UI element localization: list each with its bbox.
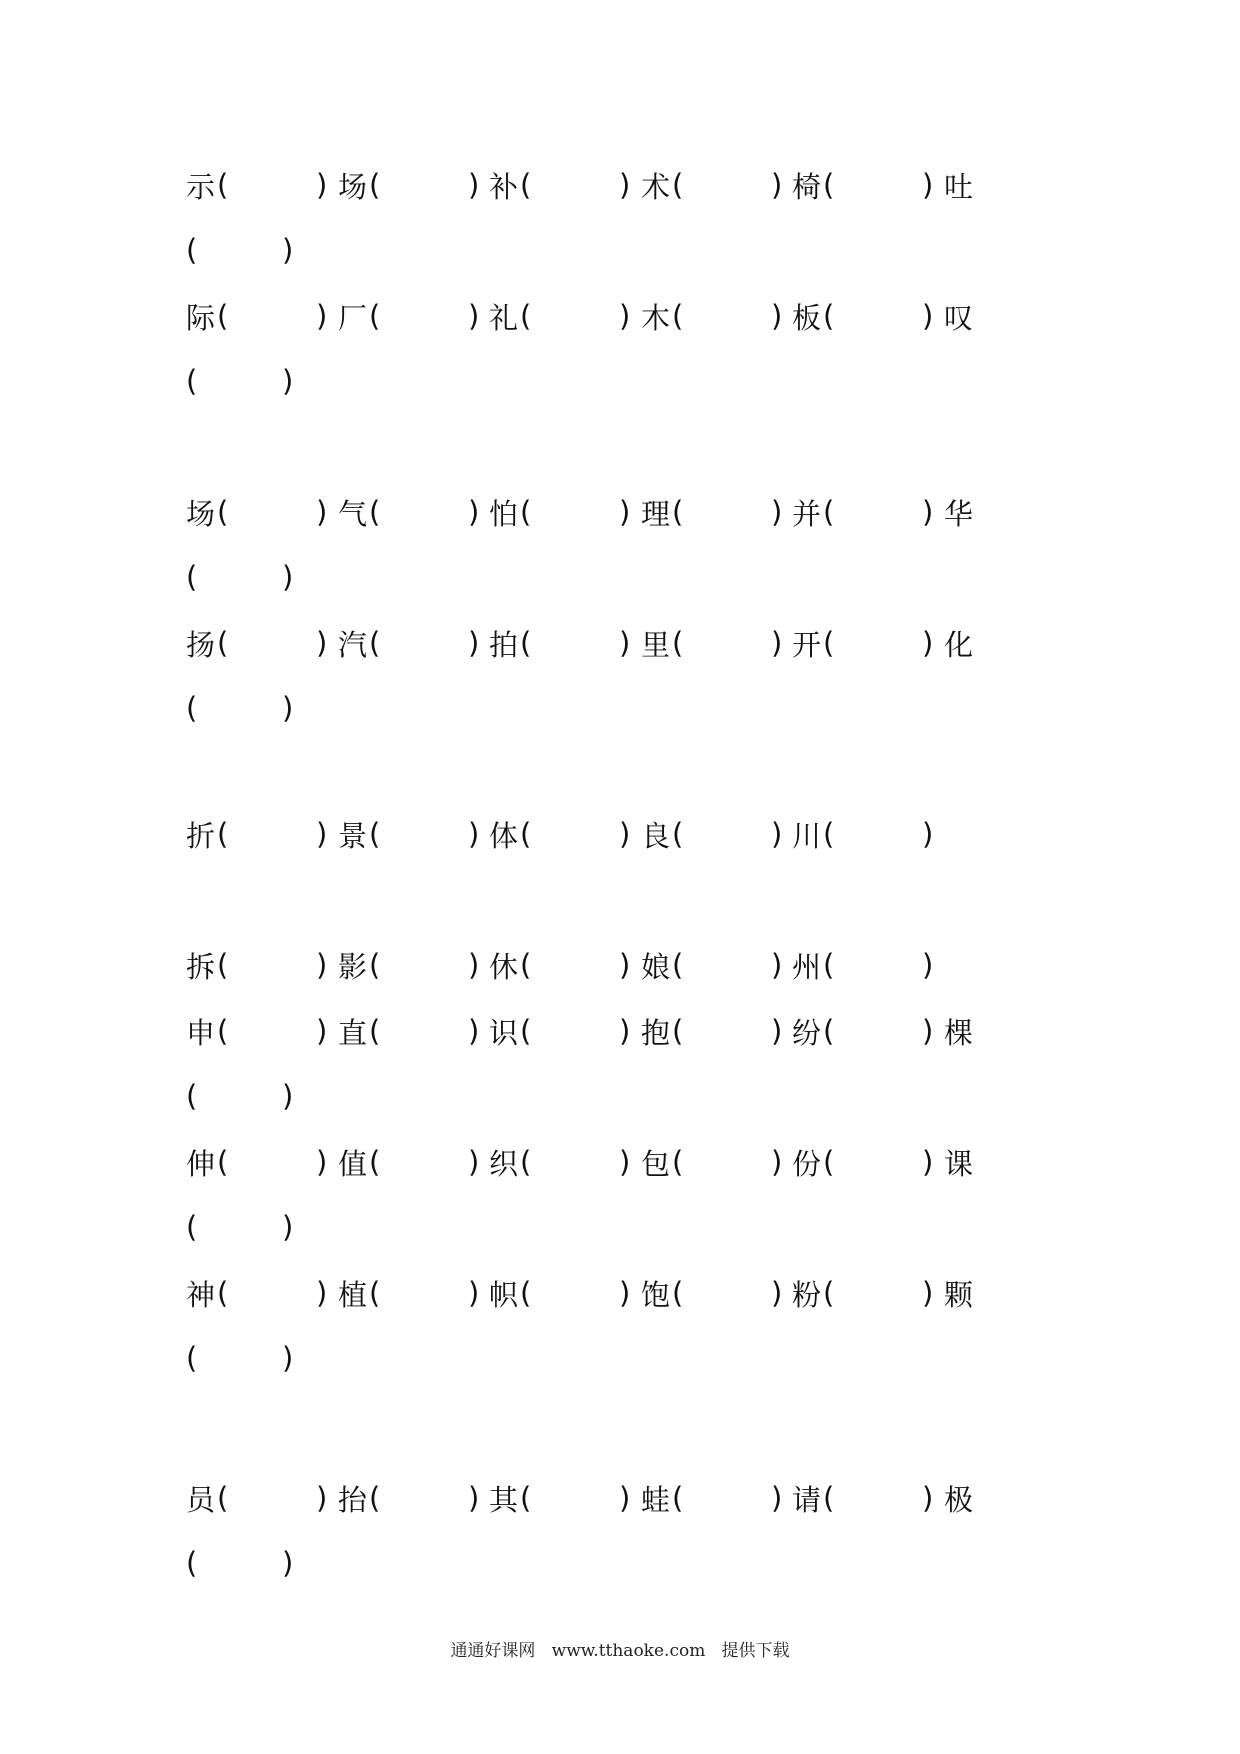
char-line-wrap [0, 228, 1240, 272]
bracket-close: ) [282, 560, 294, 594]
char-item [792, 1476, 834, 1520]
char-item [792, 1140, 834, 1184]
character: 景 [338, 818, 368, 853]
char-line-wrap [0, 1205, 1240, 1249]
bracket-open: ( [369, 1145, 381, 1179]
char-item [186, 943, 228, 987]
char-item [338, 490, 380, 534]
char-item [186, 812, 228, 856]
character: 员 [186, 1482, 216, 1517]
bracket-close: ) [922, 1145, 934, 1179]
bracket-close: ) [771, 817, 783, 851]
bracket-open: ( [369, 299, 381, 333]
char-item [792, 1271, 834, 1315]
bracket-open: ( [217, 495, 229, 529]
char-item [338, 812, 380, 856]
bracket-open: ( [217, 1481, 229, 1515]
character: 粉 [792, 1277, 822, 1312]
character: 申 [186, 1015, 216, 1050]
bracket-close: ) [282, 1079, 294, 1113]
bracket-open: ( [823, 817, 835, 851]
char-line [0, 621, 1240, 665]
bracket-close: ) [468, 495, 480, 529]
bracket-open: ( [186, 233, 198, 267]
bracket-close: ) [282, 691, 294, 725]
char-item [489, 1476, 531, 1520]
character: 厂 [338, 300, 368, 335]
character: 化 [944, 627, 974, 662]
char-item [792, 812, 834, 856]
char-item [641, 621, 683, 665]
char-item [944, 294, 973, 338]
bracket-close: ) [922, 495, 934, 529]
bracket-open: ( [520, 817, 532, 851]
bracket-open: ( [369, 1014, 381, 1048]
char-item [338, 943, 380, 987]
character: 识 [489, 1015, 519, 1050]
bracket-close: ) [619, 1145, 631, 1179]
char-item [489, 1009, 531, 1053]
bracket-close: ) [922, 817, 934, 851]
bracket-close: ) [922, 1014, 934, 1048]
bracket-open: ( [672, 817, 684, 851]
bracket-close: ) [771, 1145, 783, 1179]
bracket-open: ( [672, 299, 684, 333]
char-item [641, 1271, 683, 1315]
character: 吐 [944, 169, 974, 204]
character: 并 [792, 496, 822, 531]
character: 示 [186, 169, 216, 204]
bracket-close: ) [771, 495, 783, 529]
bracket-close: ) [282, 1210, 294, 1244]
char-line-wrap [0, 1336, 1240, 1380]
bracket-close: ) [316, 817, 328, 851]
char-item [641, 1009, 683, 1053]
bracket-close: ) [922, 948, 934, 982]
character: 椅 [792, 169, 822, 204]
character: 其 [489, 1482, 519, 1517]
char-item [641, 1476, 683, 1520]
bracket-close: ) [771, 626, 783, 660]
bracket-close: ) [922, 168, 934, 202]
char-item [641, 490, 683, 534]
char-item [792, 1009, 834, 1053]
character: 抬 [338, 1482, 368, 1517]
char-line [0, 1476, 1240, 1520]
bracket-close: ) [619, 299, 631, 333]
bracket-open: ( [823, 948, 835, 982]
bracket-open: ( [823, 1014, 835, 1048]
char-item [944, 1140, 973, 1184]
bracket-close: ) [468, 168, 480, 202]
char-item [338, 621, 380, 665]
bracket-open: ( [672, 626, 684, 660]
bracket-close: ) [468, 817, 480, 851]
bracket-open: ( [823, 168, 835, 202]
bracket-open: ( [672, 1481, 684, 1515]
bracket-close: ) [282, 1546, 294, 1580]
char-item [489, 490, 531, 534]
bracket-open: ( [520, 948, 532, 982]
character: 气 [338, 496, 368, 531]
bracket-open: ( [520, 168, 532, 202]
char-item [641, 812, 683, 856]
bracket-close: ) [468, 1014, 480, 1048]
bracket-open: ( [186, 1210, 198, 1244]
char-item [641, 294, 683, 338]
character: 良 [641, 818, 671, 853]
bracket-open: ( [217, 299, 229, 333]
char-item [944, 1271, 973, 1315]
char-item [489, 812, 531, 856]
character: 帜 [489, 1277, 519, 1312]
character: 开 [792, 627, 822, 662]
bracket-open: ( [520, 299, 532, 333]
bracket-open: ( [186, 1079, 198, 1113]
bracket-close: ) [922, 299, 934, 333]
bracket-open: ( [217, 168, 229, 202]
character: 神 [186, 1277, 216, 1312]
bracket-open: ( [520, 1276, 532, 1310]
character: 抱 [641, 1015, 671, 1050]
bracket-open: ( [186, 1341, 198, 1375]
char-item [944, 621, 973, 665]
character: 伸 [186, 1146, 216, 1181]
bracket-close: ) [619, 626, 631, 660]
bracket-close: ) [316, 1145, 328, 1179]
char-line [0, 812, 1240, 856]
char-line-wrap [0, 555, 1240, 599]
character: 拆 [186, 949, 216, 984]
char-item [489, 1271, 531, 1315]
bracket-close: ) [619, 168, 631, 202]
character: 扬 [186, 627, 216, 662]
bracket-close: ) [771, 1481, 783, 1515]
character: 场 [338, 169, 368, 204]
char-item [489, 294, 531, 338]
bracket-close: ) [468, 948, 480, 982]
bracket-open: ( [369, 495, 381, 529]
bracket-close: ) [619, 495, 631, 529]
character: 州 [792, 949, 822, 984]
character: 份 [792, 1146, 822, 1181]
bracket-open: ( [672, 1145, 684, 1179]
char-item [489, 621, 531, 665]
char-item [944, 490, 973, 534]
bracket-open: ( [217, 817, 229, 851]
character: 包 [641, 1146, 671, 1181]
character: 理 [641, 496, 671, 531]
character: 体 [489, 818, 519, 853]
character: 植 [338, 1277, 368, 1312]
bracket-open: ( [369, 626, 381, 660]
character: 木 [641, 300, 671, 335]
char-item [186, 294, 228, 338]
char-item [792, 943, 834, 987]
char-item [186, 1140, 228, 1184]
char-line [0, 1271, 1240, 1315]
bracket-close: ) [771, 948, 783, 982]
character: 极 [944, 1482, 974, 1517]
character: 际 [186, 300, 216, 335]
bracket-open: ( [672, 948, 684, 982]
bracket-close: ) [282, 364, 294, 398]
bracket-close: ) [468, 299, 480, 333]
character: 休 [489, 949, 519, 984]
bracket-close: ) [619, 1481, 631, 1515]
bracket-close: ) [316, 495, 328, 529]
bracket-close: ) [771, 168, 783, 202]
char-line-wrap [0, 1541, 1240, 1585]
bracket-open: ( [823, 626, 835, 660]
char-item [338, 1271, 380, 1315]
bracket-open: ( [186, 364, 198, 398]
character: 术 [641, 169, 671, 204]
footer-suffix: 提供下载 [721, 1641, 790, 1661]
character: 值 [338, 1146, 368, 1181]
char-item [944, 1009, 973, 1053]
bracket-open: ( [217, 626, 229, 660]
character: 叹 [944, 300, 974, 335]
character: 织 [489, 1146, 519, 1181]
bracket-open: ( [369, 1481, 381, 1515]
char-item [186, 621, 228, 665]
char-item [338, 294, 380, 338]
bracket-open: ( [672, 495, 684, 529]
bracket-open: ( [217, 948, 229, 982]
bracket-open: ( [369, 948, 381, 982]
character: 请 [792, 1482, 822, 1517]
bracket-close: ) [282, 1341, 294, 1375]
char-item [489, 163, 531, 207]
char-item [641, 163, 683, 207]
char-item [186, 490, 228, 534]
bracket-open: ( [217, 1276, 229, 1310]
char-line [0, 1140, 1240, 1184]
footer [0, 1636, 1240, 1661]
bracket-open: ( [186, 1546, 198, 1580]
bracket-close: ) [771, 1276, 783, 1310]
char-item [338, 163, 380, 207]
bracket-open: ( [823, 299, 835, 333]
bracket-open: ( [520, 1145, 532, 1179]
char-item [944, 1476, 973, 1520]
char-item [338, 1140, 380, 1184]
char-item [792, 294, 834, 338]
bracket-close: ) [468, 1276, 480, 1310]
bracket-open: ( [823, 1145, 835, 1179]
char-item [186, 1271, 228, 1315]
char-line [0, 490, 1240, 534]
bracket-close: ) [316, 1276, 328, 1310]
bracket-open: ( [823, 1276, 835, 1310]
bracket-close: ) [771, 1014, 783, 1048]
char-line-wrap [0, 359, 1240, 403]
char-item [792, 490, 834, 534]
character: 礼 [489, 300, 519, 335]
char-line [0, 1009, 1240, 1053]
bracket-close: ) [316, 299, 328, 333]
bracket-open: ( [823, 495, 835, 529]
character: 补 [489, 169, 519, 204]
character: 饱 [641, 1277, 671, 1312]
char-item [186, 1009, 228, 1053]
bracket-close: ) [468, 626, 480, 660]
bracket-close: ) [316, 626, 328, 660]
footer-url: www.tthaoke.com [551, 1641, 706, 1661]
character: 场 [186, 496, 216, 531]
bracket-open: ( [217, 1014, 229, 1048]
character: 纷 [792, 1015, 822, 1050]
character: 直 [338, 1015, 368, 1050]
bracket-open: ( [369, 817, 381, 851]
bracket-open: ( [672, 1276, 684, 1310]
bracket-close: ) [468, 1481, 480, 1515]
bracket-close: ) [316, 1014, 328, 1048]
bracket-close: ) [922, 1481, 934, 1515]
bracket-open: ( [186, 691, 198, 725]
char-line-wrap [0, 686, 1240, 730]
character: 里 [641, 627, 671, 662]
character: 影 [338, 949, 368, 984]
char-line [0, 943, 1240, 987]
char-item [792, 621, 834, 665]
character: 课 [944, 1146, 974, 1181]
character: 板 [792, 300, 822, 335]
bracket-open: ( [520, 626, 532, 660]
character: 川 [792, 818, 822, 853]
char-item [641, 943, 683, 987]
character: 蛙 [641, 1482, 671, 1517]
character: 汽 [338, 627, 368, 662]
bracket-close: ) [316, 948, 328, 982]
bracket-open: ( [369, 168, 381, 202]
bracket-close: ) [771, 299, 783, 333]
bracket-open: ( [186, 560, 198, 594]
bracket-close: ) [468, 1145, 480, 1179]
char-item [792, 163, 834, 207]
char-line-wrap [0, 1074, 1240, 1118]
char-item [338, 1476, 380, 1520]
character: 拍 [489, 627, 519, 662]
character: 颗 [944, 1277, 974, 1312]
char-item [489, 1140, 531, 1184]
char-line [0, 163, 1240, 207]
bracket-close: ) [619, 1276, 631, 1310]
bracket-close: ) [922, 626, 934, 660]
char-item [489, 943, 531, 987]
bracket-close: ) [282, 233, 294, 267]
bracket-close: ) [316, 1481, 328, 1515]
character: 棵 [944, 1015, 974, 1050]
footer-site-name: 通通好课网 [450, 1641, 536, 1661]
bracket-open: ( [520, 1481, 532, 1515]
bracket-open: ( [369, 1276, 381, 1310]
char-line [0, 294, 1240, 338]
bracket-open: ( [520, 1014, 532, 1048]
bracket-open: ( [217, 1145, 229, 1179]
character: 华 [944, 496, 974, 531]
character: 娘 [641, 949, 671, 984]
char-item [186, 163, 228, 207]
bracket-open: ( [823, 1481, 835, 1515]
bracket-close: ) [619, 948, 631, 982]
character: 折 [186, 818, 216, 853]
char-item [186, 1476, 228, 1520]
bracket-open: ( [672, 1014, 684, 1048]
bracket-open: ( [672, 168, 684, 202]
character: 怕 [489, 496, 519, 531]
char-item [944, 163, 973, 207]
bracket-close: ) [619, 817, 631, 851]
char-item [641, 1140, 683, 1184]
bracket-open: ( [520, 495, 532, 529]
bracket-close: ) [619, 1014, 631, 1048]
bracket-close: ) [316, 168, 328, 202]
bracket-close: ) [922, 1276, 934, 1310]
char-item [338, 1009, 380, 1053]
